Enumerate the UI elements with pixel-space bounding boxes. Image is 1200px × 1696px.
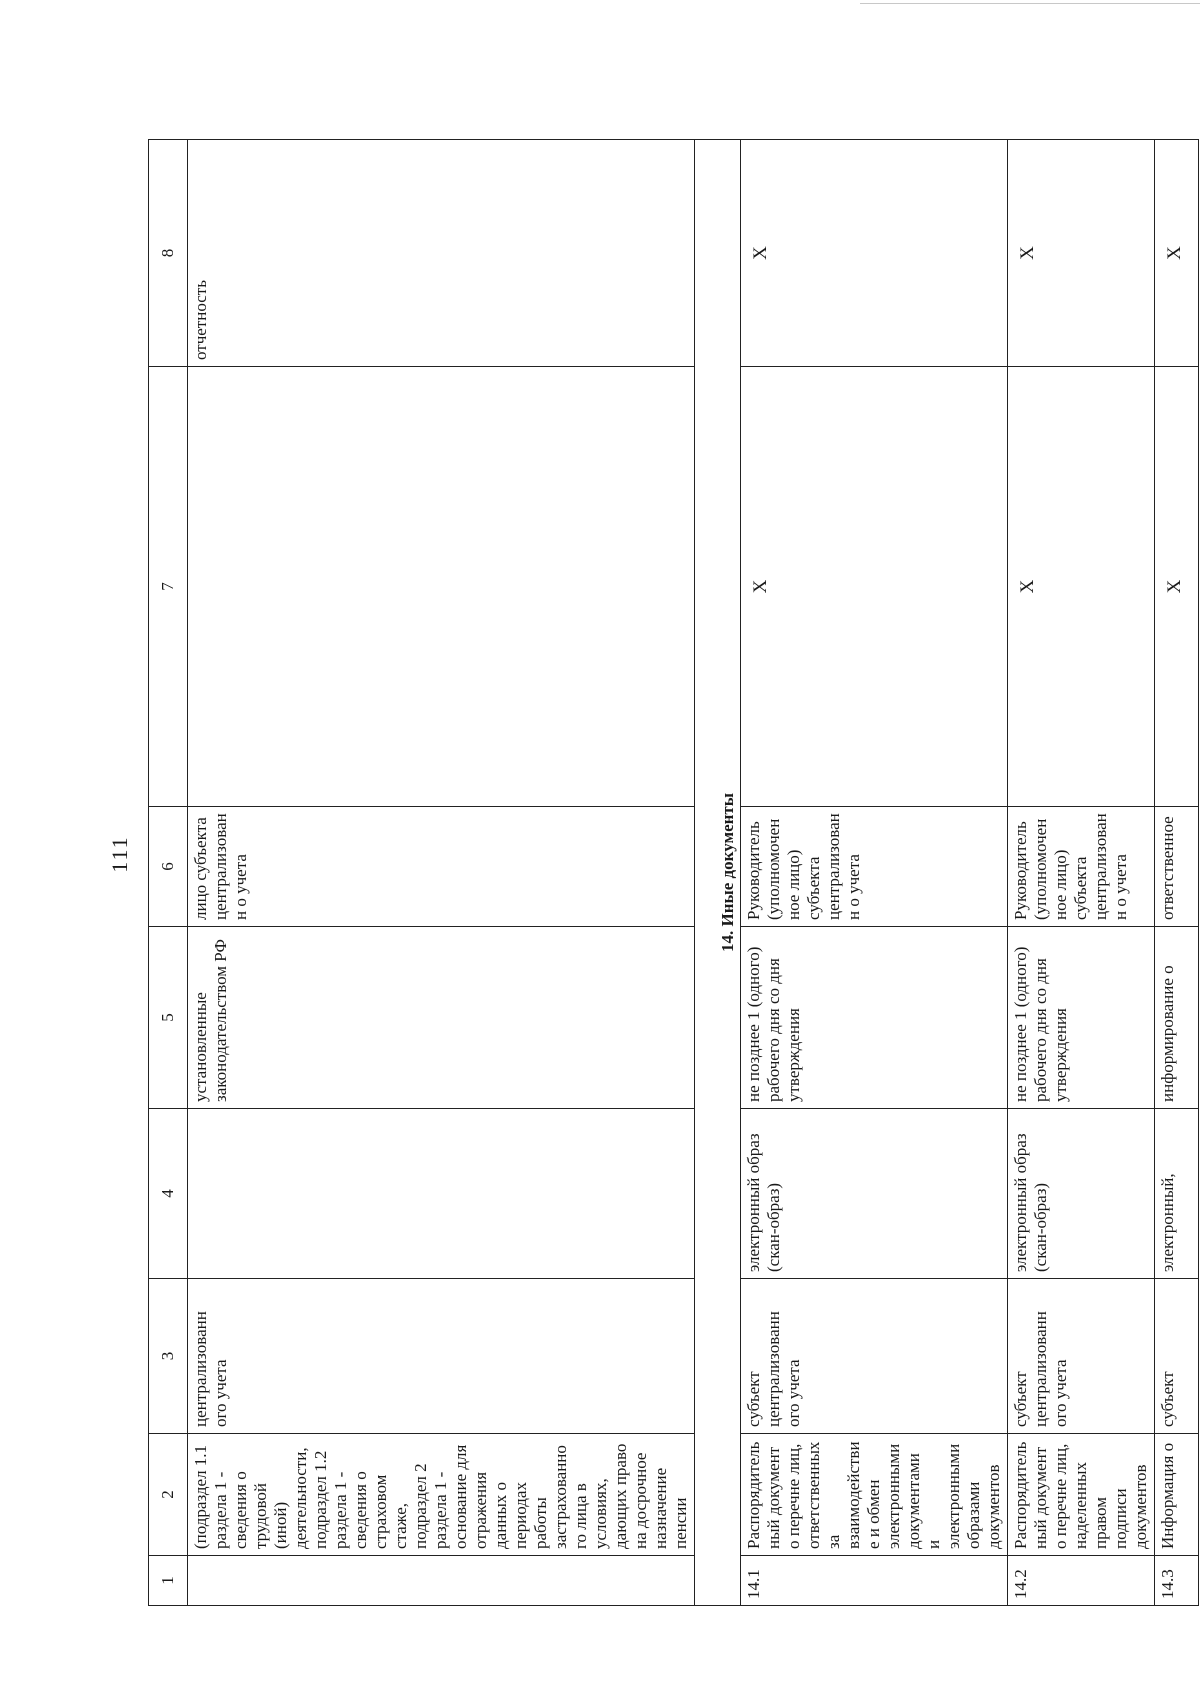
cell-deadline: не позднее 1 (одного) рабочего дня со дня утверждения	[741, 927, 1008, 1109]
cell-num: 14.1	[741, 1556, 1008, 1606]
table-landscape-frame	[148, 140, 1185, 1606]
cell-document-name: Распорядительный документ о перечне лиц, ответственных за взаимодействие и обмен электронными документами и электронными образами документов	[741, 1434, 1008, 1556]
documents-table	[148, 139, 1199, 1606]
cell-responsible: ответственное	[1155, 807, 1199, 927]
cell-document-name: (подраздел 1.1 раздела 1 - сведения о трудовой (иной) деятельности, подраздел 1.2 раздела 1 - сведения о страховом стаже, подраздел 2 раздела 1 - основание для отражения данных о периодах работы застрахованного лица в условиях, дающих право на досрочное назначение пенсии	[188, 1434, 695, 1556]
cell-subject: субъект	[1155, 1279, 1199, 1434]
section-row	[695, 140, 741, 1606]
header-cell: 4	[149, 1109, 188, 1279]
cell-responsible: лицо субъекта централизованн о учета	[188, 807, 695, 927]
cell-deadline: не позднее 1 (одного) рабочего дня со дня утверждения	[1008, 927, 1155, 1109]
cell-format: электронный образ (скан-образ)	[1008, 1109, 1155, 1279]
cell-document-name: Информация о	[1155, 1434, 1199, 1556]
scan-edge-line	[860, 3, 1200, 4]
page-number: 111	[107, 835, 132, 873]
cell-col7: X	[1155, 367, 1199, 807]
cell-col8: X	[1008, 140, 1155, 367]
cell-col7: X	[741, 367, 1008, 807]
header-cell: 6	[149, 807, 188, 927]
cell-col7: X	[1008, 367, 1155, 807]
header-cell: 2	[149, 1434, 188, 1556]
cell-col7	[188, 367, 695, 807]
table-row	[741, 140, 1008, 1606]
cell-subject: централизованн ого учета	[188, 1279, 695, 1434]
cell-num: 14.3	[1155, 1556, 1199, 1606]
cell-col8: X	[1155, 140, 1199, 367]
cell-format	[188, 1109, 695, 1279]
section-title: 14. Иные документы	[695, 140, 741, 1606]
continuation-row	[188, 140, 695, 1606]
header-cell: 3	[149, 1279, 188, 1434]
table-row	[1008, 140, 1155, 1606]
cell-subject: субъект централизованн ого учета	[1008, 1279, 1155, 1434]
header-cell: 1	[149, 1556, 188, 1606]
cell-format: электронный образ (скан-образ)	[741, 1109, 1008, 1279]
cell-col8: отчетность	[188, 140, 695, 367]
cell-subject: субъект централизованн ого учета	[741, 1279, 1008, 1434]
table-row	[1155, 140, 1199, 1606]
header-cell: 5	[149, 927, 188, 1109]
cell-num: 14.2	[1008, 1556, 1155, 1606]
header-cell: 8	[149, 140, 188, 367]
header-cell: 7	[149, 367, 188, 807]
table-header-row	[149, 140, 188, 1606]
cell-col8: X	[741, 140, 1008, 367]
cell-responsible: Руководитель (уполномоченное лицо) субъекта централизованн о учета	[741, 807, 1008, 927]
cell-responsible: Руководитель (уполномоченное лицо) субъекта централизованн о учета	[1008, 807, 1155, 927]
cell-deadline: установленные законодательством РФ	[188, 927, 695, 1109]
cell-num	[188, 1556, 695, 1606]
cell-document-name: Распорядительный документ о перечне лиц, наделенных правом подписи документов	[1008, 1434, 1155, 1556]
table-rotated-wrapper	[148, 140, 1185, 1606]
cell-format: электронный,	[1155, 1109, 1199, 1279]
cell-deadline: информирование о	[1155, 927, 1199, 1109]
